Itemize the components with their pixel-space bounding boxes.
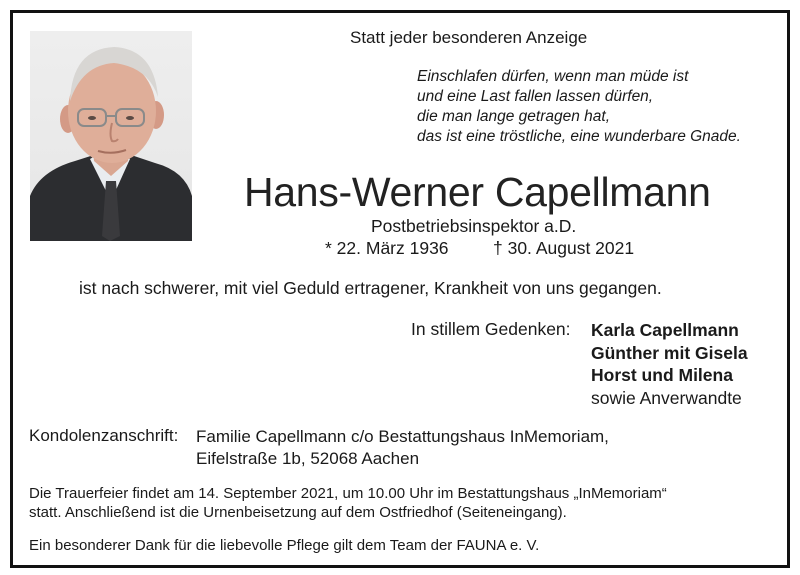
mourner-name: Karla Capellmann bbox=[591, 320, 739, 340]
poem-line: und eine Last fallen lassen dürfen, bbox=[417, 88, 654, 105]
deceased-title: Postbetriebsinspektor a.D. bbox=[371, 216, 577, 236]
service-line: Die Trauerfeier findet am 14. September 2021, um 10.00 Uhr im Bestattungshaus „InMemoriam“ bbox=[29, 485, 667, 502]
portrait-photo bbox=[30, 31, 192, 241]
poem-line: das ist eine tröstliche, eine wunderbare Gnade. bbox=[417, 128, 741, 145]
poem-line: die man lange getragen hat, bbox=[417, 108, 611, 125]
thanks-line: Ein besonderer Dank für die liebevolle Pflege gilt dem Team der FAUNA e. V. bbox=[29, 537, 540, 554]
mourner-others: sowie Anverwandte bbox=[591, 387, 742, 408]
condolence-label: Kondolenzanschrift: bbox=[29, 426, 179, 445]
service-line: statt. Anschließend ist die Urnenbeisetzung auf dem Ostfriedhof (Seiteneingang). bbox=[29, 504, 567, 521]
obituary-notice bbox=[10, 10, 790, 568]
mourner-name: Horst und Milena bbox=[591, 365, 733, 385]
condolence-address-line: Familie Capellmann c/o Bestattungshaus InMemoriam, bbox=[196, 427, 609, 446]
header-line: Statt jeder besonderen Anzeige bbox=[350, 28, 588, 47]
mourners-list bbox=[591, 319, 748, 409]
death-date: † 30. August 2021 bbox=[493, 238, 635, 258]
condolence-address-line: Eifelstraße 1b, 52068 Aachen bbox=[196, 449, 420, 468]
condolence-address bbox=[196, 426, 609, 470]
mourner-name: Günther mit Gisela bbox=[591, 342, 748, 363]
portrait-image bbox=[30, 31, 192, 241]
passing-message: ist nach schwerer, mit viel Geduld ertragener, Krankheit von uns gegangen. bbox=[79, 278, 662, 298]
memory-label: In stillem Gedenken: bbox=[411, 319, 571, 339]
deceased-name: Hans-Werner Capellmann bbox=[244, 169, 711, 215]
service-info bbox=[29, 484, 784, 522]
poem-line: Einschlafen dürfen, wenn man müde ist bbox=[417, 68, 689, 85]
birth-date: * 22. März 1936 bbox=[325, 238, 449, 258]
poem bbox=[417, 67, 787, 147]
